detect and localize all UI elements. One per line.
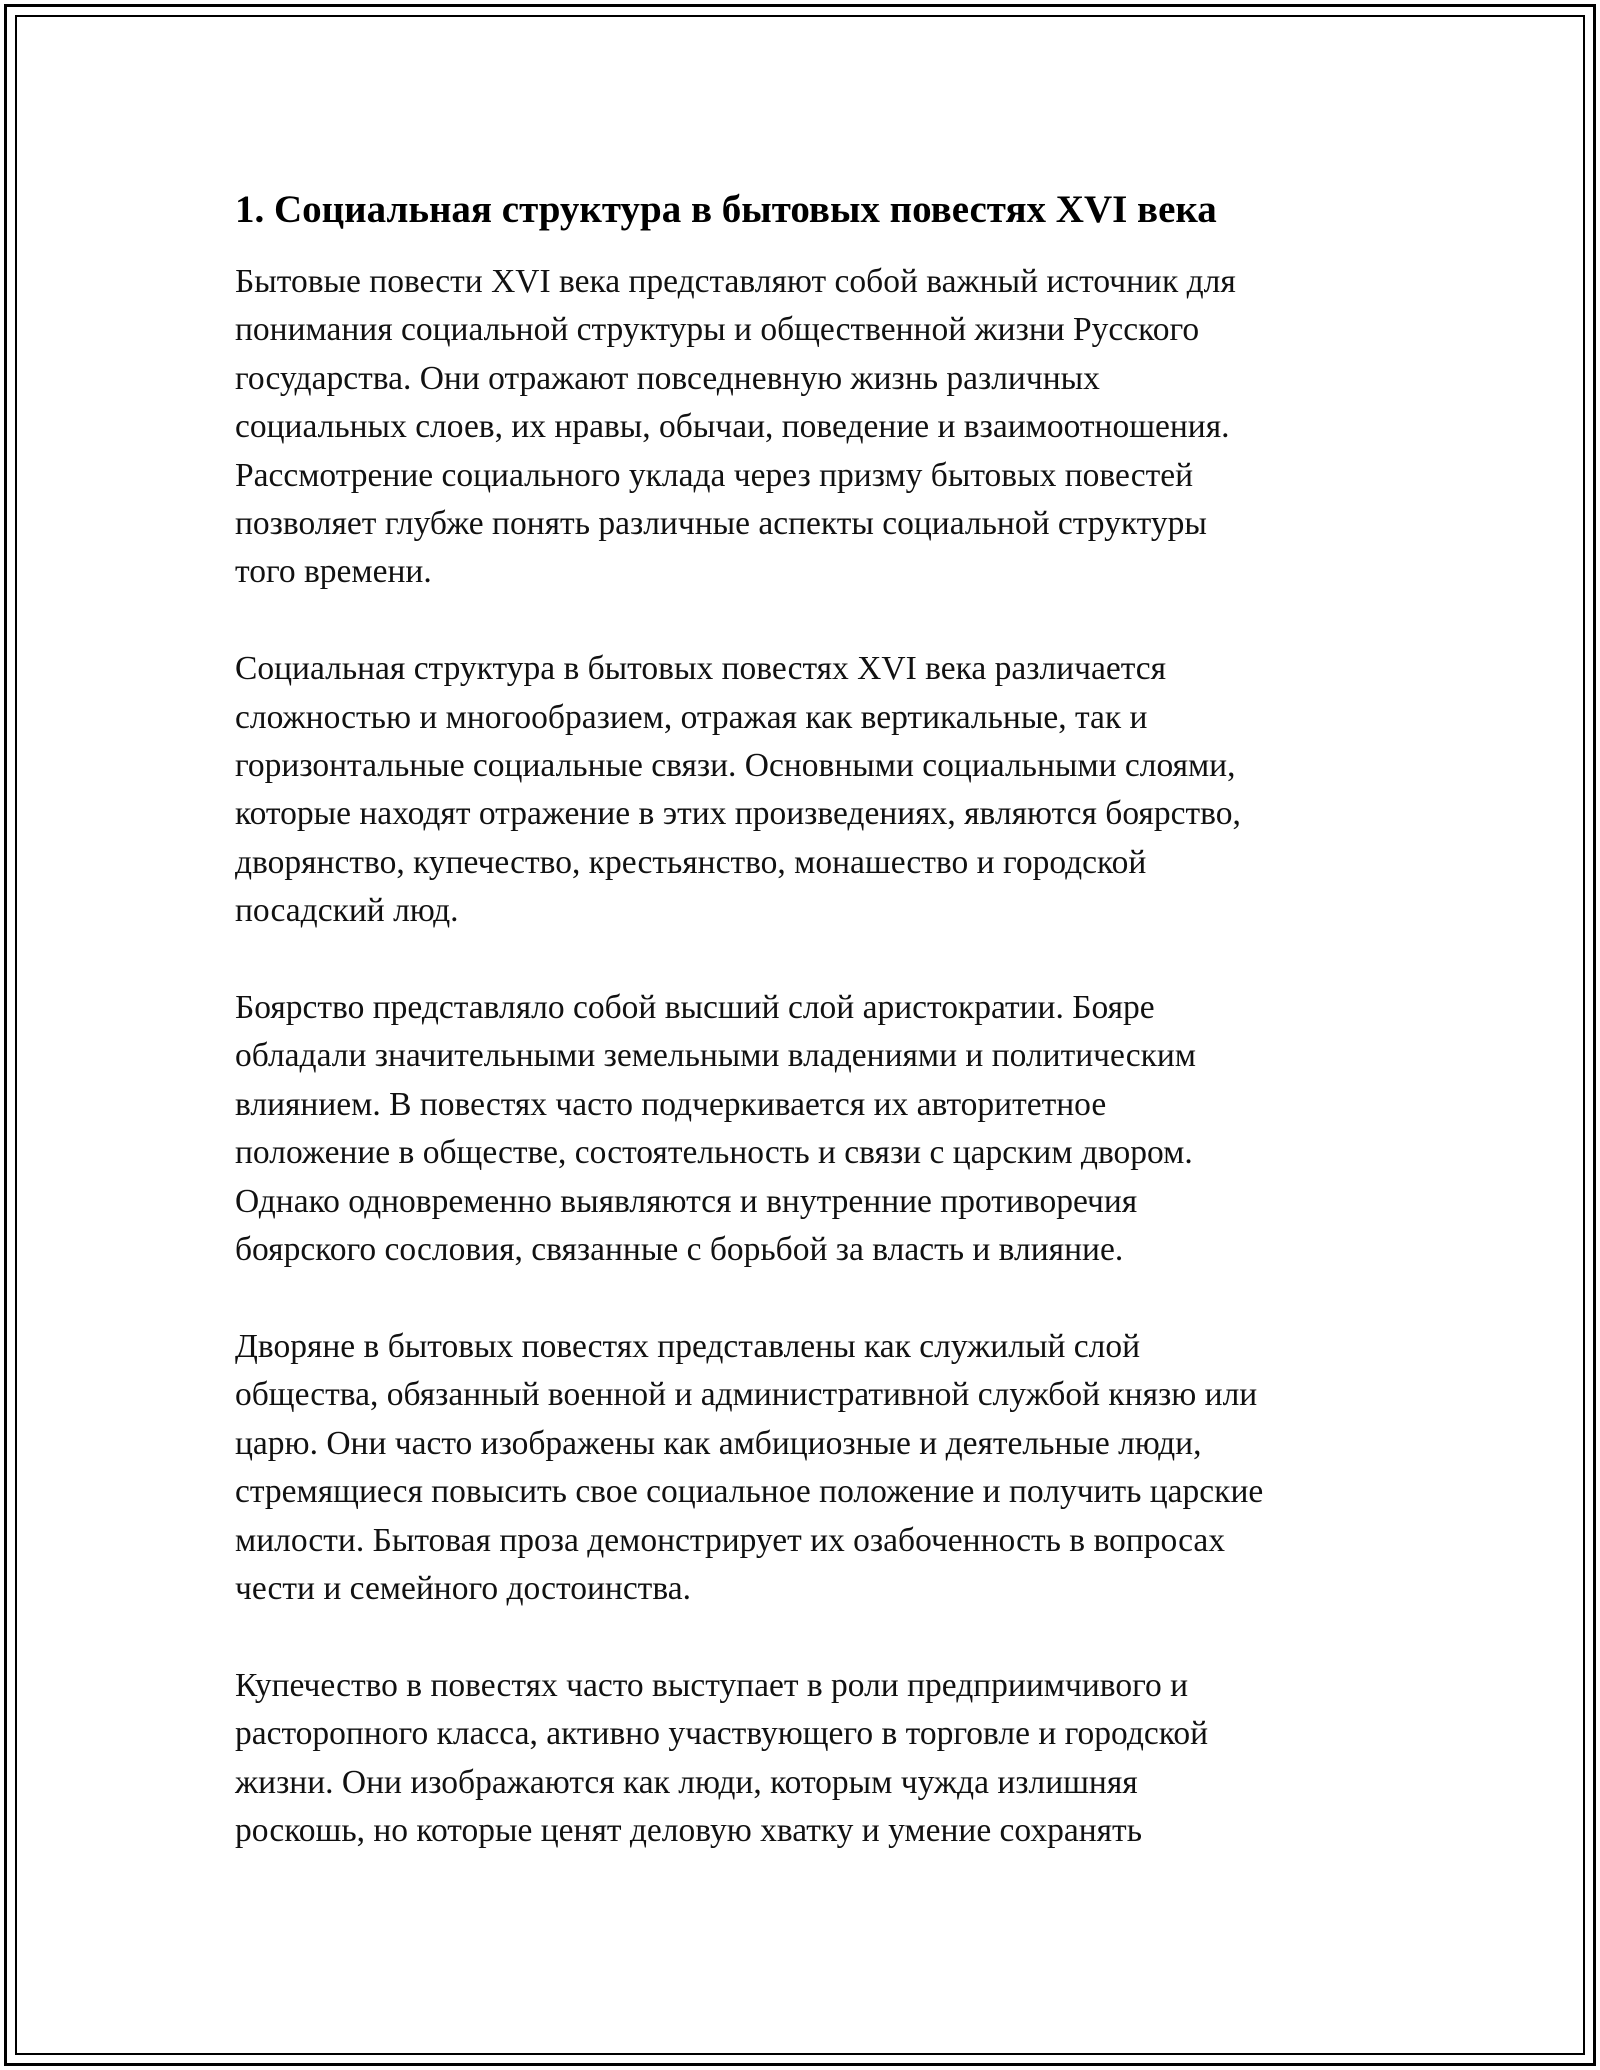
document-body (235, 180, 1385, 1855)
text-line: дворянство, купечество, крестьянство, монашество и городской (235, 843, 1147, 881)
text-line: милости. Бытовая проза демонстрирует их озабоченность в вопросах (235, 1521, 1225, 1559)
text-line: Дворяне в бытовых повестях представлены как служилый слой (235, 1327, 1141, 1365)
text-line: сложностью и многообразием, отражая как вертикальные, так и (235, 698, 1148, 736)
text-line: горизонтальные социальные связи. Основными социальными слоями, (235, 747, 1236, 785)
text-line: того времени. (235, 553, 432, 591)
text-line: боярского сословия, связанные с борьбой за власть и влияние. (235, 1231, 1124, 1269)
section-title: 1. Социальная структура в бытовых повестях XVI века (235, 188, 1217, 231)
text-line: Бытовые повести XVI века представляют собой важный источник для (235, 263, 1236, 300)
text-line: обладали значительными земельными владениями и политическим (235, 1037, 1196, 1075)
text-line: стремящиеся повысить свое социальное положение и получить царские (235, 1473, 1264, 1511)
text-line: жизни. Они изображаются как люди, которым чужда излишняя (235, 1763, 1138, 1801)
paragraph-1 (235, 258, 1385, 597)
text-line: расторопного класса, активно участвующего в торговле и городской (235, 1715, 1209, 1753)
text-line: Купечество в повестях часто выступает в роли предприимчивого и (235, 1666, 1189, 1704)
text-line: Рассмотрение социального уклада через призму бытовых повестей (235, 456, 1194, 494)
paragraph-2 (235, 645, 1385, 935)
paragraph-5 (235, 1662, 1385, 1856)
text-line: чести и семейного достоинства. (235, 1569, 691, 1607)
paragraph-4 (235, 1323, 1385, 1613)
text-line: позволяет глубже понять различные аспекты социальной структуры (235, 505, 1207, 543)
text-line: царю. Они часто изображены как амбициозные и деятельные люди, (235, 1424, 1202, 1462)
text-line: посадский люд. (235, 892, 459, 930)
text-line: Социальная структура в бытовых повестях XVI века различается (235, 650, 1167, 688)
text-line: общества, обязанный военной и административной службой князю или (235, 1376, 1258, 1414)
paragraph-3 (235, 984, 1385, 1274)
text-line: Однако одновременно выявляются и внутренние противоречия (235, 1182, 1138, 1220)
text-line: государства. Они отражают повседневную жизнь различных (235, 359, 1100, 397)
text-line: которые находят отражение в этих произведениях, являются боярство, (235, 795, 1241, 833)
text-line: положение в обществе, состоятельность и связи с царским двором. (235, 1134, 1193, 1172)
text-line: роскошь, но которые ценят деловую хватку и умение сохранять (235, 1811, 1142, 1849)
text-line: понимания социальной структуры и общественной жизни Русского (235, 311, 1200, 349)
text-line: социальных слоев, их нравы, обычаи, поведение и взаимоотношения. (235, 408, 1230, 446)
text-line: влиянием. В повестях часто подчеркивается их авторитетное (235, 1085, 1107, 1123)
text-line: Боярство представляло собой высший слой аристократии. Бояре (235, 989, 1155, 1027)
